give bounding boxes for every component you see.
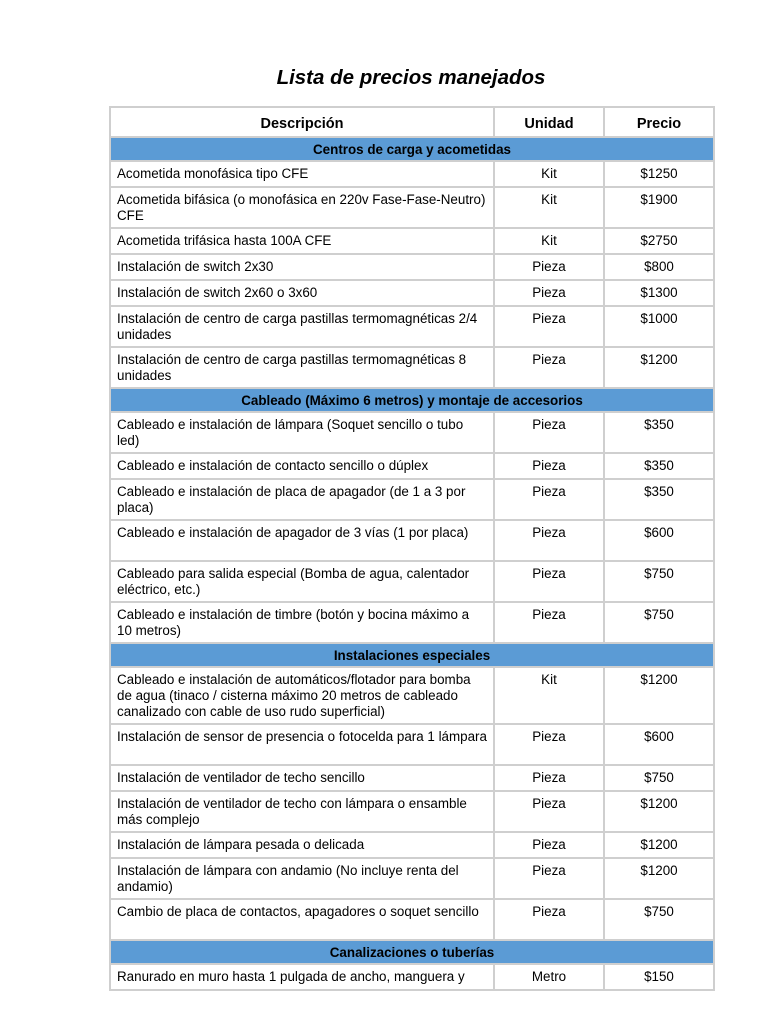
table-row (110, 187, 714, 228)
item-unit: Kit (494, 667, 604, 724)
item-description: Instalación de ventilador de techo con lámpara o ensamble más complejo (110, 791, 494, 832)
item-price: $1200 (604, 791, 714, 832)
item-price: $1200 (604, 347, 714, 388)
item-price: $1300 (604, 280, 714, 306)
item-unit: Pieza (494, 899, 604, 940)
item-unit: Pieza (494, 306, 604, 347)
table-row (110, 280, 714, 306)
item-price: $1200 (604, 858, 714, 899)
item-description: Cableado e instalación de contacto sencillo o dúplex (110, 453, 494, 479)
item-description: Cambio de placa de contactos, apagadores o soquet sencillo (110, 899, 494, 940)
item-description: Cableado e instalación de placa de apagador (de 1 a 3 por placa) (110, 479, 494, 520)
item-unit: Pieza (494, 724, 604, 765)
table-row (110, 412, 714, 453)
table-row (110, 161, 714, 187)
table-row (110, 724, 714, 765)
item-unit: Pieza (494, 453, 604, 479)
section-header-row (110, 643, 714, 667)
item-price: $1200 (604, 832, 714, 858)
item-price: $350 (604, 479, 714, 520)
item-description: Cableado e instalación de lámpara (Soquet sencillo o tubo led) (110, 412, 494, 453)
header-unit: Unidad (494, 107, 604, 137)
item-price: $350 (604, 453, 714, 479)
item-unit: Pieza (494, 280, 604, 306)
item-price: $600 (604, 520, 714, 561)
item-unit: Pieza (494, 561, 604, 602)
item-unit: Kit (494, 161, 604, 187)
section-header-row (110, 137, 714, 161)
item-price: $1250 (604, 161, 714, 187)
item-price: $2750 (604, 228, 714, 254)
section-header-row (110, 940, 714, 964)
header-price: Precio (604, 107, 714, 137)
item-unit: Pieza (494, 520, 604, 561)
item-unit: Pieza (494, 832, 604, 858)
item-description: Instalación de centro de carga pastillas termomagnéticas 8 unidades (110, 347, 494, 388)
item-unit: Pieza (494, 254, 604, 280)
item-price: $800 (604, 254, 714, 280)
item-description: Instalación de sensor de presencia o fotocelda para 1 lámpara (110, 724, 494, 765)
item-unit: Kit (494, 187, 604, 228)
table-row (110, 899, 714, 940)
header-description: Descripción (110, 107, 494, 137)
item-unit: Pieza (494, 347, 604, 388)
item-description: Instalación de lámpara con andamio (No incluye renta del andamio) (110, 858, 494, 899)
item-description: Instalación de switch 2x30 (110, 254, 494, 280)
item-unit: Pieza (494, 858, 604, 899)
table-row (110, 228, 714, 254)
item-description: Cableado para salida especial (Bomba de agua, calentador eléctrico, etc.) (110, 561, 494, 602)
document-title: Lista de precios manejados (276, 66, 546, 89)
item-price: $750 (604, 602, 714, 643)
item-description: Cableado e instalación de automáticos/flotador para bomba de agua (tinaco / cisterna máximo 20 metros de cableado canalizado con cable de uso rudo superficial) (110, 667, 494, 724)
item-description: Instalación de ventilador de techo sencillo (110, 765, 494, 791)
table-row (110, 602, 714, 643)
table-header-row (110, 107, 714, 137)
item-unit: Pieza (494, 765, 604, 791)
item-unit: Pieza (494, 602, 604, 643)
section-header-row (110, 388, 714, 412)
item-description: Ranurado en muro hasta 1 pulgada de ancho, manguera y (110, 964, 494, 990)
item-price: $1200 (604, 667, 714, 724)
table-row (110, 453, 714, 479)
table-row (110, 791, 714, 832)
section-title: Centros de carga y acometidas (110, 137, 714, 161)
price-table (109, 106, 715, 991)
table-row (110, 765, 714, 791)
item-price: $600 (604, 724, 714, 765)
section-title: Canalizaciones o tuberías (110, 940, 714, 964)
item-price: $350 (604, 412, 714, 453)
item-unit: Pieza (494, 791, 604, 832)
item-description: Cableado e instalación de timbre (botón y bocina máximo a 10 metros) (110, 602, 494, 643)
table-row (110, 306, 714, 347)
item-price: $750 (604, 561, 714, 602)
item-price: $750 (604, 765, 714, 791)
table-row (110, 479, 714, 520)
item-unit: Metro (494, 964, 604, 990)
item-price: $750 (604, 899, 714, 940)
table-row (110, 254, 714, 280)
item-description: Acometida bifásica (o monofásica en 220v Fase-Fase-Neutro) CFE (110, 187, 494, 228)
item-unit: Kit (494, 228, 604, 254)
item-unit: Pieza (494, 479, 604, 520)
table-row (110, 832, 714, 858)
item-price: $1000 (604, 306, 714, 347)
table-row (110, 561, 714, 602)
section-title: Instalaciones especiales (110, 643, 714, 667)
item-price: $1900 (604, 187, 714, 228)
item-description: Cableado e instalación de apagador de 3 vías (1 por placa) (110, 520, 494, 561)
table-row (110, 964, 714, 990)
table-row (110, 347, 714, 388)
item-description: Instalación de centro de carga pastillas termomagnéticas 2/4 unidades (110, 306, 494, 347)
item-description: Acometida monofásica tipo CFE (110, 161, 494, 187)
item-description: Instalación de lámpara pesada o delicada (110, 832, 494, 858)
table-row (110, 858, 714, 899)
section-title: Cableado (Máximo 6 metros) y montaje de accesorios (110, 388, 714, 412)
item-description: Instalación de switch 2x60 o 3x60 (110, 280, 494, 306)
item-price: $150 (604, 964, 714, 990)
item-description: Acometida trifásica hasta 100A CFE (110, 228, 494, 254)
table-body (110, 137, 714, 990)
table-row (110, 520, 714, 561)
table-row (110, 667, 714, 724)
item-unit: Pieza (494, 412, 604, 453)
